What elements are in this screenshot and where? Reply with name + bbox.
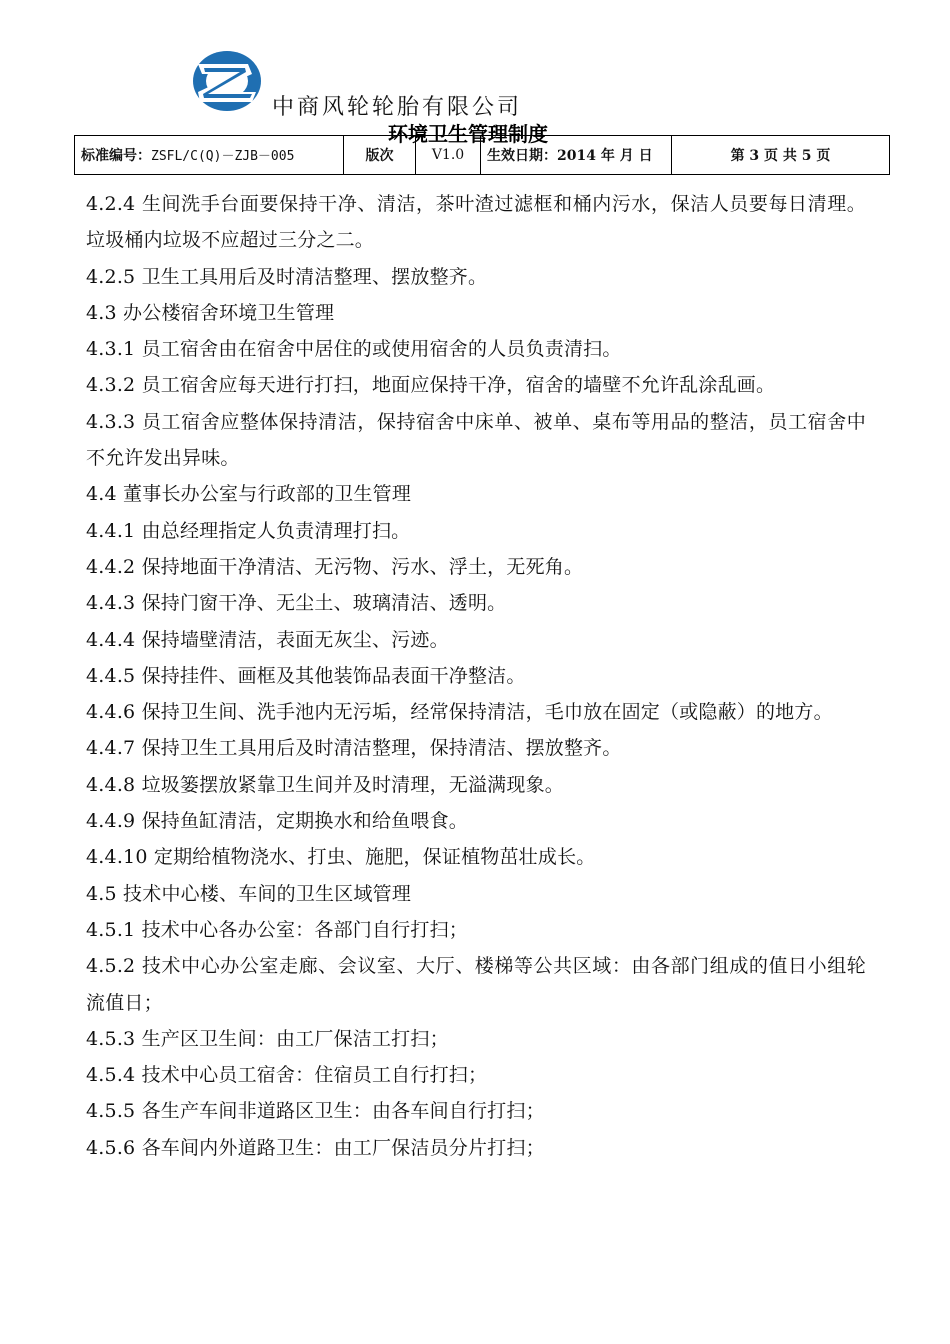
paragraph: 4.3.3 员工宿舍应整体保持清洁，保持宿舍中床单、被单、桌布等用品的整洁，员工宿舍中不允许发出异味。 xyxy=(86,410,866,470)
document-header-table xyxy=(74,135,890,175)
document-title: 环境卫生管理制度 xyxy=(388,122,548,146)
paragraph: 4.4.8 垃圾篓摆放紧靠卫生间并及时清理，无溢满现象。 xyxy=(86,773,564,796)
paragraph: 4.4.10 定期给植物浇水、打虫、施肥，保证植物茁壮成长。 xyxy=(86,846,596,869)
paragraph: 4.4.7 保持卫生工具用后及时清洁整理，保持清洁、摆放整齐。 xyxy=(86,737,622,760)
paragraph: 4.2.5 卫生工具用后及时清洁整理、摆放整齐。 xyxy=(86,265,488,288)
paragraph: 4.4.1 由总经理指定人负责清理打扫。 xyxy=(86,519,411,542)
page-info: 第 3 页 共 5 页 xyxy=(672,136,890,175)
effective-date: 生效日期：2014 年 月 日 xyxy=(481,136,672,175)
paragraph: 4.4.9 保持鱼缸清洁，定期换水和给鱼喂食。 xyxy=(86,810,468,833)
paragraph: 4.5.6 各车间内外道路卫生：由工厂保洁员分片打扫； xyxy=(86,1136,545,1159)
section-heading: 4.3 办公楼宿舍环境卫生管理 xyxy=(86,301,335,324)
company-name: 中商风轮轮胎有限公司 xyxy=(272,95,523,120)
paragraph: 4.4.4 保持墙壁清洁，表面无灰尘、污迹。 xyxy=(86,628,449,651)
paragraph: 4.5.2 技术中心办公室走廊、会议室、大厅、楼梯等公共区域：由各部门组成的值日小组轮流值日； xyxy=(86,955,866,1014)
paragraph: 4.2.4 生间洗手台面要保持干净、清洁，茶叶渣过滤框和桶内污水，保洁人员要每日清理。垃圾桶内垃圾不应超过三分之二。 xyxy=(86,193,866,252)
standard-number-value: ZSFL/C(Q)－ZJB－005 xyxy=(151,149,295,164)
version-value: V1.0 xyxy=(416,136,481,175)
paragraph: 4.4.2 保持地面干净清洁、无污物、污水、浮土，无死角。 xyxy=(86,555,584,578)
document-body xyxy=(86,186,866,1166)
paragraph: 4.4.3 保持门窗干净、无尘土、玻璃清洁、透明。 xyxy=(86,592,507,615)
section-heading: 4.4 董事长办公室与行政部的卫生管理 xyxy=(86,483,412,506)
version-label: 版次 xyxy=(344,136,416,175)
paragraph: 4.4.5 保持挂件、画框及其他装饰品表面干净整洁。 xyxy=(86,664,526,687)
paragraph: 4.5.3 生产区卫生间：由工厂保洁工打扫； xyxy=(86,1027,449,1050)
paragraph: 4.5.5 各生产车间非道路区卫生：由各车间自行打扫； xyxy=(86,1100,545,1123)
standard-number-cell xyxy=(75,136,344,175)
paragraph: 4.3.1 员工宿舍由在宿舍中居住的或使用宿舍的人员负责清扫。 xyxy=(86,338,622,361)
standard-number-label: 标准编号： xyxy=(81,148,151,164)
paragraph: 4.5.1 技术中心各办公室：各部门自行打扫； xyxy=(86,918,468,941)
paragraph: 4.3.2 员工宿舍应每天进行打扫，地面应保持干净，宿舍的墙壁不允许乱涂乱画。 xyxy=(86,374,776,397)
paragraph: 4.4.6 保持卫生间、洗手池内无污垢，经常保持清洁，毛巾放在固定（或隐蔽）的地方。 xyxy=(86,701,833,724)
company-logo-icon xyxy=(190,48,264,114)
paragraph: 4.5.4 技术中心员工宿舍：住宿员工自行打扫； xyxy=(86,1064,488,1087)
section-heading: 4.5 技术中心楼、车间的卫生区域管理 xyxy=(86,882,412,905)
